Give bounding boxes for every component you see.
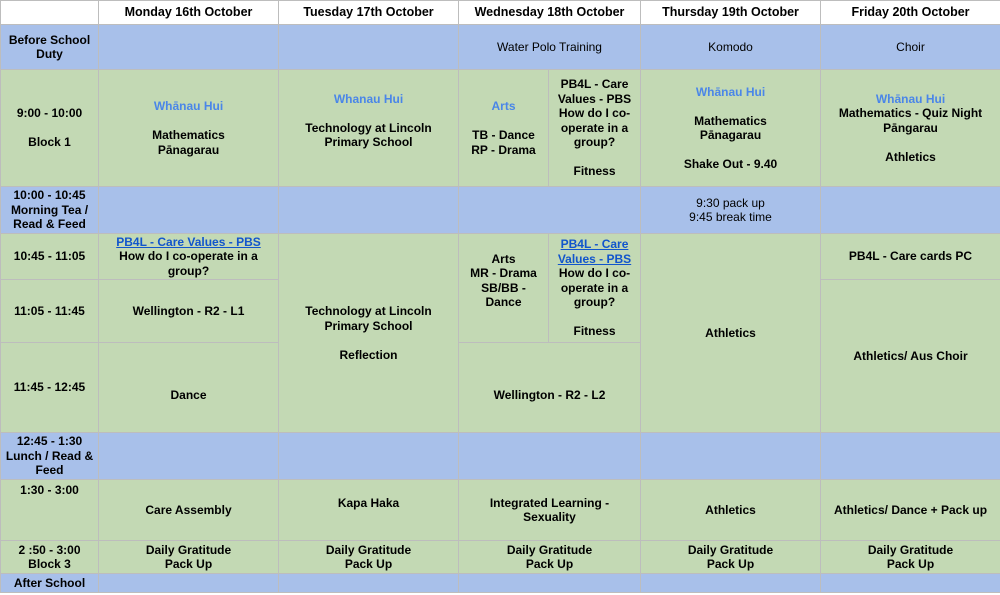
row-label-1145[interactable]: 11:45 - 12:45 [1, 343, 99, 433]
gratitude-line: Daily Gratitude [867, 542, 954, 557]
cell-block1-tuesday[interactable] [279, 70, 459, 187]
cell-after-school-friday[interactable] [821, 574, 1000, 593]
pack-up-line: Pack Up [706, 557, 755, 571]
block1-label: Block 1 [28, 135, 71, 150]
cell-afternoon-monday[interactable]: Care Assembly [99, 480, 279, 541]
pack-up-line: Pack Up [886, 557, 935, 571]
subject-line: Pāngarau [883, 120, 938, 135]
subject-line: Mathematics [694, 113, 767, 128]
pb4l-question: How do I co-operate in a group? [558, 106, 631, 150]
slot-1045-row [1, 234, 1000, 280]
arts-title: Arts [491, 99, 516, 113]
cell-after-school-tuesday[interactable] [279, 574, 459, 593]
cell-block3-monday[interactable] [99, 541, 279, 574]
pb4l-link[interactable]: PB4L - Care Values - PBS [557, 237, 632, 266]
break-time-note: 9:45 break time [689, 210, 772, 224]
subject-line: TB - Dance [472, 128, 535, 142]
subject-line: Pānagarau [157, 142, 220, 157]
cell-block1-wednesday-arts[interactable] [459, 70, 549, 187]
corner-cell[interactable] [1, 1, 99, 25]
cell-after-school-wednesday[interactable] [459, 574, 641, 593]
lunch-time: 12:45 - 1:30 [16, 434, 83, 449]
cell-1145-monday[interactable] [99, 343, 279, 433]
day-header-wednesday[interactable]: Wednesday 18th October [459, 1, 641, 25]
day-header-friday[interactable]: Friday 20th October [821, 1, 1000, 25]
cell-1105-monday[interactable]: Wellington - R2 - L1 [99, 280, 279, 343]
cell-before-school-monday[interactable] [99, 25, 279, 70]
arts-title: Arts [491, 251, 516, 266]
cell-mid-wednesday-pb4l[interactable] [549, 234, 641, 343]
after-school-row [1, 574, 1000, 593]
row-label-after-school[interactable]: After School [1, 574, 99, 593]
cell-after-school-thursday[interactable] [641, 574, 821, 593]
block3-label: Block 3 [28, 557, 71, 571]
morning-tea-row [1, 187, 1000, 234]
cell-before-school-thursday[interactable]: Komodo [641, 25, 821, 70]
cell-morning-tea-wednesday[interactable] [459, 187, 641, 234]
pack-up-line: Pack Up [525, 557, 574, 571]
cell-block3-wednesday[interactable] [459, 541, 641, 574]
pack-up-note: 9:30 pack up [696, 195, 765, 210]
row-label-afternoon[interactable]: 1:30 - 3:00 [1, 480, 99, 541]
subject-line: SB/BB - Dance [481, 280, 526, 310]
cell-before-school-wednesday[interactable]: Water Polo Training [459, 25, 641, 70]
subject-line: Technology at Lincoln Primary School [305, 304, 432, 333]
lunch-label: Lunch / Read & Feed [5, 448, 94, 478]
whanau-hui-label: Whānau Hui [153, 99, 224, 113]
cell-morning-tea-monday[interactable] [99, 187, 279, 234]
header-row [1, 1, 1000, 25]
cell-afternoon-friday[interactable]: Athletics/ Dance + Pack up [821, 480, 1000, 541]
cell-mid-wednesday-arts[interactable] [459, 234, 549, 343]
subject-line: Wellington - R2 - L2 [493, 387, 606, 402]
cell-morning-tea-tuesday[interactable] [279, 187, 459, 234]
cell-1045-monday[interactable] [99, 234, 279, 280]
block3-row [1, 541, 1000, 574]
subject-line: Mathematics - Quiz Night [838, 106, 983, 121]
subject-line: Fitness [573, 324, 616, 339]
pb4l-title: PB4L - Care Values - PBS [557, 77, 632, 106]
subject-line: Kapa Haka [337, 495, 400, 510]
cell-afternoon-tuesday[interactable] [279, 480, 459, 541]
gratitude-line: Daily Gratitude [506, 542, 593, 557]
whanau-hui-label: Whanau Hui [333, 91, 404, 106]
day-header-thursday[interactable]: Thursday 19th October [641, 1, 821, 25]
block1-time: 9:00 - 10:00 [16, 106, 83, 121]
gratitude-line: Daily Gratitude [325, 542, 412, 557]
day-header-tuesday[interactable]: Tuesday 17th October [279, 1, 459, 25]
morning-tea-time: 10:00 - 10:45 [13, 188, 86, 203]
cell-mid-thursday[interactable]: Athletics [641, 234, 821, 433]
row-label-1045[interactable]: 10:45 - 11:05 [1, 234, 99, 280]
cell-lunch-friday[interactable] [821, 433, 1000, 480]
pb4l-link[interactable]: PB4L - Care Values - PBS [116, 234, 261, 249]
cell-lunch-tuesday[interactable] [279, 433, 459, 480]
pb4l-question: How do I co-operate in a group? [558, 266, 631, 310]
cell-mid-tuesday[interactable] [279, 234, 459, 433]
whanau-hui-label: Whānau Hui [875, 91, 946, 106]
cell-afternoon-wednesday[interactable]: Integrated Learning - Sexuality [459, 480, 641, 541]
cell-morning-tea-friday[interactable] [821, 187, 1000, 234]
gratitude-line: Daily Gratitude [145, 542, 232, 557]
subject-line: Mathematics [152, 128, 225, 142]
row-label-lunch[interactable] [1, 433, 99, 480]
morning-tea-label: Morning Tea / Read & Feed [10, 202, 89, 232]
block3-time: 2 :50 - 3:00 [18, 542, 81, 557]
cell-block1-monday[interactable] [99, 70, 279, 187]
cell-mid-friday[interactable]: Athletics/ Aus Choir [821, 280, 1000, 433]
pack-up-line: Pack Up [344, 557, 393, 571]
subject-line: Dance [170, 387, 207, 402]
subject-line: Reflection [339, 347, 398, 362]
cell-block1-thursday[interactable] [641, 70, 821, 187]
afternoon-row [1, 480, 1000, 541]
subject-line: MR - Drama [470, 266, 537, 281]
whanau-hui-label: Whānau Hui [695, 84, 766, 99]
row-label-before-school[interactable]: Before School Duty [1, 25, 99, 70]
row-label-block1[interactable] [1, 70, 99, 187]
cell-block1-friday[interactable] [821, 70, 1000, 187]
cell-1045-friday[interactable]: PB4L - Care cards PC [821, 234, 1000, 280]
cell-1145-wednesday[interactable] [459, 343, 641, 433]
cell-lunch-monday[interactable] [99, 433, 279, 480]
subject-line: Fitness [573, 164, 616, 179]
pb4l-question: How do I co-operate in a group? [119, 249, 258, 278]
row-label-block3[interactable] [1, 541, 99, 574]
cell-block3-thursday[interactable] [641, 541, 821, 574]
cell-afternoon-thursday[interactable]: Athletics [641, 480, 821, 541]
row-label-1105[interactable]: 11:05 - 11:45 [1, 280, 99, 343]
cell-before-school-tuesday[interactable] [279, 25, 459, 70]
gratitude-line: Daily Gratitude [687, 542, 774, 557]
subject-line: Athletics [885, 149, 936, 164]
cell-block3-tuesday[interactable] [279, 541, 459, 574]
day-header-monday[interactable]: Monday 16th October [99, 1, 279, 25]
subject-line: RP - Drama [471, 142, 536, 157]
cell-morning-tea-thursday[interactable] [641, 187, 821, 234]
subject-line: Shake Out - 9.40 [683, 157, 778, 171]
subject-line: Technology at Lincoln Primary School [305, 120, 432, 150]
row-label-morning-tea[interactable] [1, 187, 99, 234]
cell-lunch-wednesday[interactable] [459, 433, 641, 480]
before-school-row [1, 25, 1000, 70]
cell-after-school-monday[interactable] [99, 574, 279, 593]
cell-lunch-thursday[interactable] [641, 433, 821, 480]
lunch-row [1, 433, 1000, 480]
cell-block1-wednesday-pb4l[interactable] [549, 70, 641, 187]
cell-before-school-friday[interactable]: Choir [821, 25, 1000, 70]
subject-line: Pānagarau [699, 128, 762, 142]
pack-up-line: Pack Up [164, 557, 213, 571]
cell-block3-friday[interactable] [821, 541, 1000, 574]
block1-row [1, 70, 1000, 187]
